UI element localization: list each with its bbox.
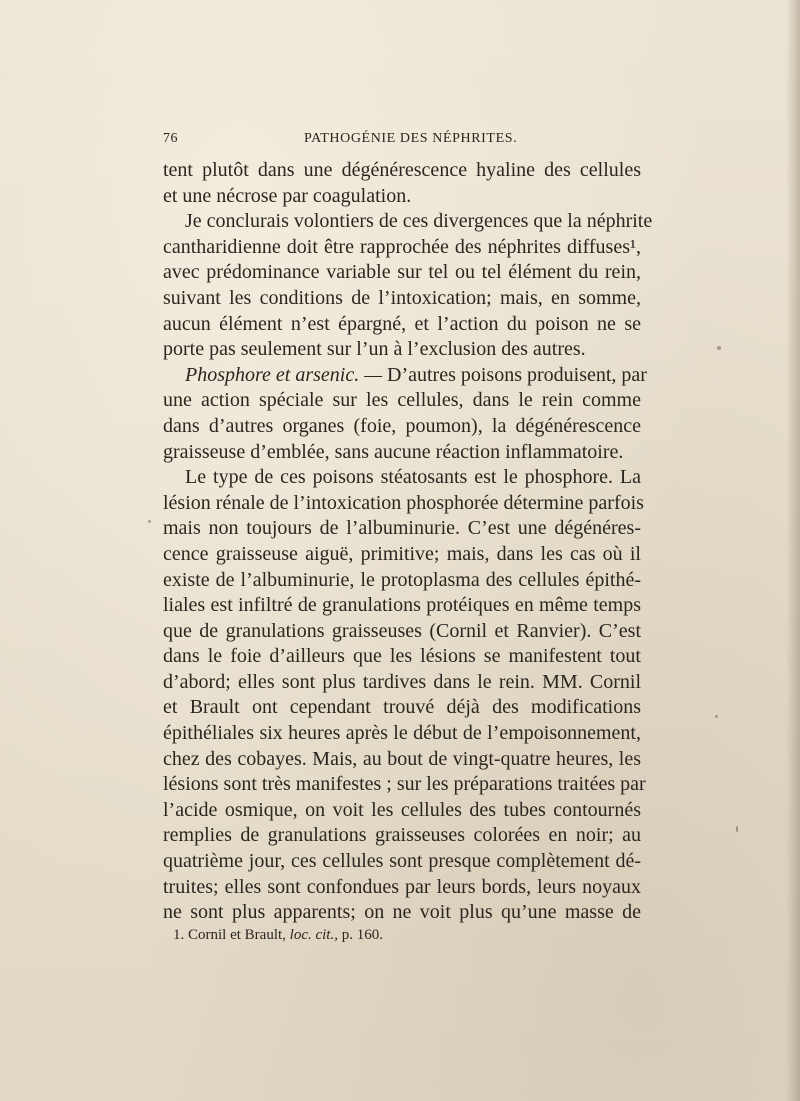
paper-speck [715, 715, 718, 718]
text-line: mais non toujours de l’albuminurie. C’est une dégénéres- [163, 517, 641, 540]
text-line: ne sont plus apparents; on ne voit plus qu’une masse de [163, 901, 641, 924]
footnote-page: p. 160. [341, 927, 383, 943]
section-heading-line [163, 363, 647, 389]
text-line: truites; elles sont confondues par leurs bords, leurs noyaux [163, 875, 641, 898]
body-text [163, 158, 653, 926]
footnote [173, 927, 383, 944]
text-line: dans le foie d’ailleurs que les lésions se manifestent tout [163, 645, 641, 668]
text-line: et Brault ont cependant trouvé déjà des modifications [163, 696, 641, 719]
footnote-number: 1. [173, 927, 185, 943]
page-number: 76 [163, 131, 178, 146]
text-line: et une nécrose par coagulation. [163, 184, 412, 207]
text-line: remplies de granulations graisseuses colorées en noir; au [163, 824, 641, 847]
text-line-run: D’autres poisons produisent, par [387, 363, 647, 386]
page-edge-shadow [786, 0, 800, 1101]
text-line: cantharidienne doit être rapprochée des néphrites diffuses¹, [163, 235, 641, 258]
text-line: une action spéciale sur les cellules, dans le rein comme [163, 389, 641, 412]
footnote-citation: loc. cit., [289, 927, 338, 943]
running-title: PATHOGÉNIE DES NÉPHRITES. [304, 131, 518, 146]
text-line: épithéliales six heures après le début de l’empoisonnement, [163, 722, 641, 745]
text-line: Je conclurais volontiers de ces divergences que la néphrite [185, 210, 653, 233]
text-line: cence graisseuse aiguë, primitive; mais, dans les cas où il [163, 542, 641, 565]
text-line: quatrième jour, ces cellules sont presque complètement dé- [163, 850, 641, 873]
text-line: graisseuse d’emblée, sans aucune réaction inflammatoire. [163, 440, 624, 463]
paper-speck [148, 520, 151, 523]
footnote-authors: Cornil et Brault, [188, 927, 286, 943]
text-line: l’acide osmique, on voit les cellules des tubes contournés [163, 798, 641, 821]
text-line: porte pas seulement sur l’un à l’exclusion des autres. [163, 338, 586, 361]
text-line: lésion rénale de l’intoxication phosphorée détermine parfois [163, 491, 644, 514]
text-line: d’abord; elles sont plus tardives dans le rein. MM. Cornil [163, 670, 641, 693]
text-line: suivant les conditions de l’intoxication; mais, en somme, [163, 286, 641, 309]
section-heading: Phosphore et arsenic. — [185, 363, 383, 386]
text-line: aucun élément n’est épargné, et l’action du poison ne se [163, 312, 641, 335]
text-line: Le type de ces poisons stéatosants est le phosphore. La [185, 466, 641, 489]
paper-speck [736, 826, 738, 832]
text-line: liales est infiltré de granulations protéiques en même temps [163, 594, 641, 617]
text-line: que de granulations graisseuses (Cornil et Ranvier). C’est [163, 619, 641, 642]
text-line: dans d’autres organes (foie, poumon), la dégénérescence [163, 414, 641, 437]
text-line: chez des cobayes. Mais, au bout de vingt-quatre heures, les [163, 747, 641, 770]
text-line: avec prédominance variable sur tel ou tel élément du rein, [163, 261, 641, 284]
text-line: lésions sont très manifestes ; sur les préparations traitées par [163, 773, 646, 796]
running-head [163, 131, 643, 151]
paper-speck [717, 346, 721, 350]
text-line: existe de l’albuminurie, le protoplasma des cellules épithé- [163, 568, 641, 591]
text-line: tent plutôt dans une dégénérescence hyaline des cellules [163, 159, 641, 181]
